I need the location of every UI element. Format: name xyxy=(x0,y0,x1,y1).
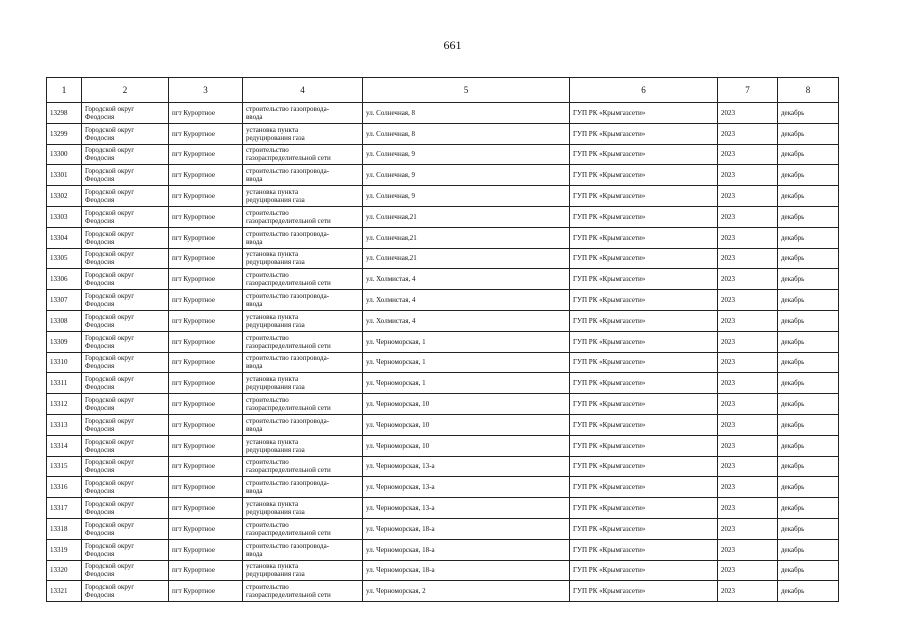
row-number: 13313 xyxy=(47,414,82,435)
address-cell: ул. Черноморская, 13-а xyxy=(363,477,570,498)
district-cell: Городской округ Феодосия xyxy=(82,331,169,352)
address-cell: ул. Солнечная,21 xyxy=(363,248,570,269)
row-number: 13317 xyxy=(47,498,82,519)
year-cell: 2023 xyxy=(718,352,778,373)
year-cell: 2023 xyxy=(718,394,778,415)
settlement-cell: пгт Курортное xyxy=(169,498,243,519)
district-cell: Городской округ Феодосия xyxy=(82,206,169,227)
month-cell: декабрь xyxy=(778,435,839,456)
address-cell: ул. Черноморская, 10 xyxy=(363,435,570,456)
district-cell: Городской округ Феодосия xyxy=(82,477,169,498)
organization-cell: ГУП РК «Крымгазсети» xyxy=(570,269,718,290)
month-cell: декабрь xyxy=(778,394,839,415)
organization-cell: ГУП РК «Крымгазсети» xyxy=(570,539,718,560)
table-row xyxy=(47,581,839,602)
month-cell: декабрь xyxy=(778,581,839,602)
settlement-cell: пгт Курортное xyxy=(169,373,243,394)
row-number: 13303 xyxy=(47,206,82,227)
settlement-cell: пгт Курортное xyxy=(169,165,243,186)
district-cell: Городской округ Феодосия xyxy=(82,560,169,581)
settlement-cell: пгт Курортное xyxy=(169,394,243,415)
table-row xyxy=(47,290,839,311)
address-cell: ул. Солнечная,21 xyxy=(363,206,570,227)
organization-cell: ГУП РК «Крымгазсети» xyxy=(570,206,718,227)
page-number: 661 xyxy=(443,38,462,52)
month-cell: декабрь xyxy=(778,373,839,394)
settlement-cell: пгт Курортное xyxy=(169,414,243,435)
year-cell: 2023 xyxy=(718,581,778,602)
year-cell: 2023 xyxy=(718,331,778,352)
month-cell: декабрь xyxy=(778,518,839,539)
row-number: 13320 xyxy=(47,560,82,581)
row-number: 13301 xyxy=(47,165,82,186)
header-row xyxy=(47,78,839,103)
table-row xyxy=(47,186,839,207)
organization-cell: ГУП РК «Крымгазсети» xyxy=(570,581,718,602)
row-number: 13315 xyxy=(47,456,82,477)
work-type-cell: строительство газораспределительной сети xyxy=(243,394,363,415)
year-cell: 2023 xyxy=(718,227,778,248)
year-cell: 2023 xyxy=(718,560,778,581)
district-cell: Городской округ Феодосия xyxy=(82,539,169,560)
year-cell: 2023 xyxy=(718,456,778,477)
settlement-cell: пгт Курортное xyxy=(169,456,243,477)
year-cell: 2023 xyxy=(718,248,778,269)
month-cell: декабрь xyxy=(778,331,839,352)
year-cell: 2023 xyxy=(718,206,778,227)
table-row xyxy=(47,518,839,539)
address-cell: ул. Черноморская, 1 xyxy=(363,331,570,352)
year-cell: 2023 xyxy=(718,539,778,560)
settlement-cell: пгт Курортное xyxy=(169,227,243,248)
address-cell: ул. Черноморская, 13-а xyxy=(363,498,570,519)
work-type-cell: строительство газопровода- ввода xyxy=(243,352,363,373)
organization-cell: ГУП РК «Крымгазсети» xyxy=(570,477,718,498)
year-cell: 2023 xyxy=(718,477,778,498)
address-cell: ул. Холмистая, 4 xyxy=(363,269,570,290)
address-cell: ул. Солнечная, 9 xyxy=(363,165,570,186)
year-cell: 2023 xyxy=(718,518,778,539)
work-type-cell: строительство газопровода- ввода xyxy=(243,165,363,186)
month-cell: декабрь xyxy=(778,539,839,560)
settlement-cell: пгт Курортное xyxy=(169,269,243,290)
month-cell: декабрь xyxy=(778,414,839,435)
table-row xyxy=(47,165,839,186)
organization-cell: ГУП РК «Крымгазсети» xyxy=(570,373,718,394)
district-cell: Городской округ Феодосия xyxy=(82,352,169,373)
year-cell: 2023 xyxy=(718,123,778,144)
year-cell: 2023 xyxy=(718,414,778,435)
district-cell: Городской округ Феодосия xyxy=(82,227,169,248)
table-row xyxy=(47,373,839,394)
row-number: 13319 xyxy=(47,539,82,560)
address-cell: ул. Солнечная, 8 xyxy=(363,123,570,144)
settlement-cell: пгт Курортное xyxy=(169,331,243,352)
work-type-cell: установка пункта редуцирования газа xyxy=(243,310,363,331)
address-cell: ул. Черноморская, 18-а xyxy=(363,560,570,581)
address-cell: ул. Холмистая, 4 xyxy=(363,310,570,331)
row-number: 13308 xyxy=(47,310,82,331)
district-cell: Городской округ Феодосия xyxy=(82,498,169,519)
organization-cell: ГУП РК «Крымгазсети» xyxy=(570,456,718,477)
column-header: 5 xyxy=(363,78,570,103)
district-cell: Городской округ Феодосия xyxy=(82,581,169,602)
district-cell: Городской округ Феодосия xyxy=(82,248,169,269)
work-type-cell: строительство газораспределительной сети xyxy=(243,518,363,539)
address-cell: ул. Холмистая, 4 xyxy=(363,290,570,311)
row-number: 13306 xyxy=(47,269,82,290)
row-number: 13321 xyxy=(47,581,82,602)
year-cell: 2023 xyxy=(718,269,778,290)
district-cell: Городской округ Феодосия xyxy=(82,518,169,539)
organization-cell: ГУП РК «Крымгазсети» xyxy=(570,560,718,581)
table-row xyxy=(47,477,839,498)
month-cell: декабрь xyxy=(778,269,839,290)
table-row xyxy=(47,227,839,248)
month-cell: декабрь xyxy=(778,227,839,248)
work-type-cell: установка пункта редуцирования газа xyxy=(243,373,363,394)
column-header: 3 xyxy=(169,78,243,103)
organization-cell: ГУП РК «Крымгазсети» xyxy=(570,394,718,415)
month-cell: декабрь xyxy=(778,498,839,519)
work-type-cell: установка пункта редуцирования газа xyxy=(243,186,363,207)
address-cell: ул. Черноморская, 18-а xyxy=(363,539,570,560)
address-cell: ул. Черноморская, 18-а xyxy=(363,518,570,539)
address-cell: ул. Черноморская, 1 xyxy=(363,373,570,394)
table-row xyxy=(47,248,839,269)
organization-cell: ГУП РК «Крымгазсети» xyxy=(570,352,718,373)
month-cell: декабрь xyxy=(778,103,839,124)
address-cell: ул. Черноморская, 13-а xyxy=(363,456,570,477)
organization-cell: ГУП РК «Крымгазсети» xyxy=(570,414,718,435)
organization-cell: ГУП РК «Крымгазсети» xyxy=(570,103,718,124)
row-number: 13309 xyxy=(47,331,82,352)
row-number: 13307 xyxy=(47,290,82,311)
work-type-cell: строительство газопровода- ввода xyxy=(243,539,363,560)
organization-cell: ГУП РК «Крымгазсети» xyxy=(570,498,718,519)
table-row xyxy=(47,123,839,144)
address-cell: ул. Солнечная,21 xyxy=(363,227,570,248)
organization-cell: ГУП РК «Крымгазсети» xyxy=(570,186,718,207)
settlement-cell: пгт Курортное xyxy=(169,123,243,144)
row-number: 13300 xyxy=(47,144,82,165)
column-header: 8 xyxy=(778,78,839,103)
row-number: 13304 xyxy=(47,227,82,248)
month-cell: декабрь xyxy=(778,477,839,498)
address-cell: ул. Черноморская, 10 xyxy=(363,414,570,435)
table-row xyxy=(47,539,839,560)
table-row xyxy=(47,310,839,331)
table-row xyxy=(47,394,839,415)
column-header: 4 xyxy=(243,78,363,103)
district-cell: Городской округ Феодосия xyxy=(82,165,169,186)
work-type-cell: установка пункта редуцирования газа xyxy=(243,123,363,144)
settlement-cell: пгт Курортное xyxy=(169,144,243,165)
settlement-cell: пгт Курортное xyxy=(169,581,243,602)
settlement-cell: пгт Курортное xyxy=(169,186,243,207)
column-header: 6 xyxy=(570,78,718,103)
year-cell: 2023 xyxy=(718,310,778,331)
month-cell: декабрь xyxy=(778,248,839,269)
work-type-cell: строительство газопровода- ввода xyxy=(243,103,363,124)
district-cell: Городской округ Феодосия xyxy=(82,373,169,394)
district-cell: Городской округ Феодосия xyxy=(82,456,169,477)
year-cell: 2023 xyxy=(718,498,778,519)
row-number: 13311 xyxy=(47,373,82,394)
work-type-cell: строительство газораспределительной сети xyxy=(243,206,363,227)
organization-cell: ГУП РК «Крымгазсети» xyxy=(570,248,718,269)
table-row xyxy=(47,206,839,227)
organization-cell: ГУП РК «Крымгазсети» xyxy=(570,290,718,311)
table-row xyxy=(47,456,839,477)
settlement-cell: пгт Курортное xyxy=(169,477,243,498)
year-cell: 2023 xyxy=(718,186,778,207)
row-number: 13314 xyxy=(47,435,82,456)
work-type-cell: установка пункта редуцирования газа xyxy=(243,248,363,269)
table-row xyxy=(47,144,839,165)
organization-cell: ГУП РК «Крымгазсети» xyxy=(570,227,718,248)
year-cell: 2023 xyxy=(718,144,778,165)
month-cell: декабрь xyxy=(778,165,839,186)
address-cell: ул. Черноморская, 1 xyxy=(363,352,570,373)
settlement-cell: пгт Курортное xyxy=(169,103,243,124)
work-type-cell: строительство газопровода- ввода xyxy=(243,290,363,311)
district-cell: Городской округ Феодосия xyxy=(82,310,169,331)
year-cell: 2023 xyxy=(718,103,778,124)
district-cell: Городской округ Феодосия xyxy=(82,123,169,144)
district-cell: Городской округ Феодосия xyxy=(82,269,169,290)
settlement-cell: пгт Курортное xyxy=(169,539,243,560)
work-type-cell: строительство газопровода- ввода xyxy=(243,414,363,435)
district-cell: Городской округ Феодосия xyxy=(82,144,169,165)
work-type-cell: строительство газопровода- ввода xyxy=(243,227,363,248)
month-cell: декабрь xyxy=(778,310,839,331)
address-cell: ул. Черноморская, 10 xyxy=(363,394,570,415)
table-row xyxy=(47,560,839,581)
table-row xyxy=(47,269,839,290)
settlement-cell: пгт Курортное xyxy=(169,248,243,269)
work-type-cell: строительство газораспределительной сети xyxy=(243,331,363,352)
district-cell: Городской округ Феодосия xyxy=(82,435,169,456)
address-cell: ул. Черноморская, 2 xyxy=(363,581,570,602)
row-number: 13310 xyxy=(47,352,82,373)
work-type-cell: строительство газораспределительной сети xyxy=(243,581,363,602)
district-cell: Городской округ Феодосия xyxy=(82,103,169,124)
work-type-cell: строительство газораспределительной сети xyxy=(243,456,363,477)
month-cell: декабрь xyxy=(778,206,839,227)
work-type-cell: установка пункта редуцирования газа xyxy=(243,498,363,519)
settlement-cell: пгт Курортное xyxy=(169,206,243,227)
settlement-cell: пгт Курортное xyxy=(169,310,243,331)
month-cell: декабрь xyxy=(778,144,839,165)
year-cell: 2023 xyxy=(718,435,778,456)
month-cell: декабрь xyxy=(778,123,839,144)
month-cell: декабрь xyxy=(778,352,839,373)
table-row xyxy=(47,103,839,124)
organization-cell: ГУП РК «Крымгазсети» xyxy=(570,123,718,144)
row-number: 13318 xyxy=(47,518,82,539)
organization-cell: ГУП РК «Крымгазсети» xyxy=(570,331,718,352)
organization-cell: ГУП РК «Крымгазсети» xyxy=(570,518,718,539)
settlement-cell: пгт Курортное xyxy=(169,560,243,581)
address-cell: ул. Солнечная, 9 xyxy=(363,144,570,165)
month-cell: декабрь xyxy=(778,560,839,581)
row-number: 13298 xyxy=(47,103,82,124)
district-cell: Городской округ Феодосия xyxy=(82,394,169,415)
column-header: 7 xyxy=(718,78,778,103)
row-number: 13312 xyxy=(47,394,82,415)
table-row xyxy=(47,498,839,519)
row-number: 13305 xyxy=(47,248,82,269)
month-cell: декабрь xyxy=(778,186,839,207)
work-type-cell: строительство газопровода- ввода xyxy=(243,477,363,498)
column-header: 1 xyxy=(47,78,82,103)
work-type-cell: строительство газораспределительной сети xyxy=(243,144,363,165)
address-cell: ул. Солнечная, 9 xyxy=(363,186,570,207)
table-row xyxy=(47,352,839,373)
column-header: 2 xyxy=(82,78,169,103)
year-cell: 2023 xyxy=(718,290,778,311)
work-type-cell: установка пункта редуцирования газа xyxy=(243,435,363,456)
table-row xyxy=(47,331,839,352)
month-cell: декабрь xyxy=(778,290,839,311)
settlement-cell: пгт Курортное xyxy=(169,435,243,456)
district-cell: Городской округ Феодосия xyxy=(82,290,169,311)
organization-cell: ГУП РК «Крымгазсети» xyxy=(570,310,718,331)
year-cell: 2023 xyxy=(718,165,778,186)
organization-cell: ГУП РК «Крымгазсети» xyxy=(570,435,718,456)
district-cell: Городской округ Феодосия xyxy=(82,414,169,435)
settlement-cell: пгт Курортное xyxy=(169,352,243,373)
year-cell: 2023 xyxy=(718,373,778,394)
row-number: 13316 xyxy=(47,477,82,498)
organization-cell: ГУП РК «Крымгазсети» xyxy=(570,144,718,165)
address-cell: ул. Солнечная, 8 xyxy=(363,103,570,124)
row-number: 13299 xyxy=(47,123,82,144)
organization-cell: ГУП РК «Крымгазсети» xyxy=(570,165,718,186)
registry-table xyxy=(46,77,839,602)
row-number: 13302 xyxy=(47,186,82,207)
settlement-cell: пгт Курортное xyxy=(169,518,243,539)
month-cell: декабрь xyxy=(778,456,839,477)
work-type-cell: установка пункта редуцирования газа xyxy=(243,560,363,581)
settlement-cell: пгт Курортное xyxy=(169,290,243,311)
work-type-cell: строительство газораспределительной сети xyxy=(243,269,363,290)
district-cell: Городской округ Феодосия xyxy=(82,186,169,207)
table-row xyxy=(47,414,839,435)
table-row xyxy=(47,435,839,456)
